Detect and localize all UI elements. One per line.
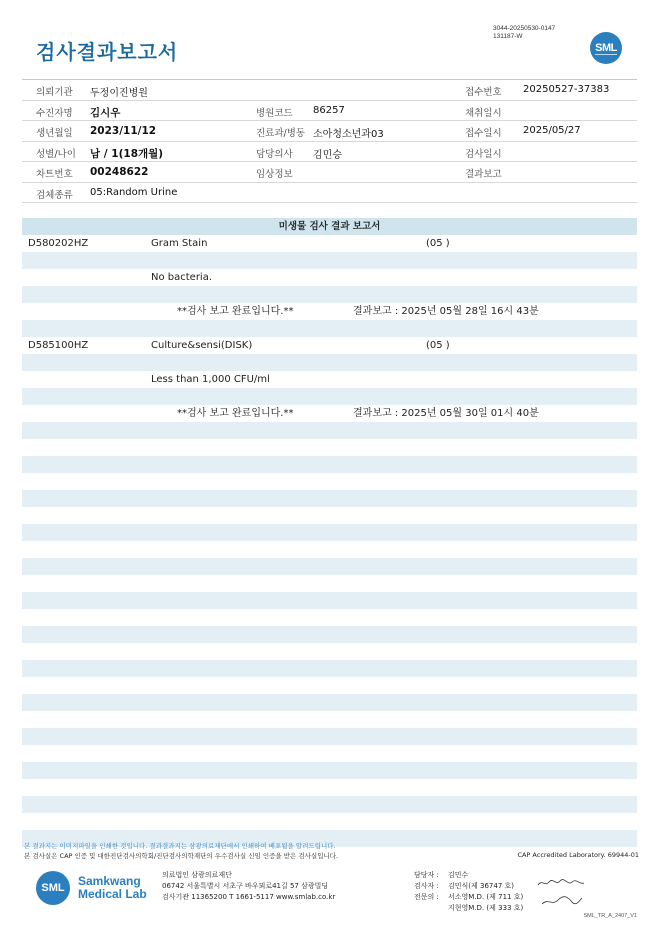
- report-line: [22, 558, 637, 575]
- report-title: 미생물 검사 결과 보고서: [22, 218, 637, 235]
- test-result: Less than 1,000 CFU/ml: [151, 374, 270, 385]
- staff-row: 전문의 : 서소영M.D. (제 711 호): [414, 893, 524, 901]
- report-line: [22, 252, 637, 269]
- report-line: [22, 609, 637, 626]
- staff-list: [414, 870, 523, 914]
- field-label: 생년월일: [36, 128, 73, 139]
- specimen-number: (05 ): [426, 238, 450, 249]
- report-line: [22, 507, 637, 524]
- field-label: 채취일시: [465, 107, 502, 119]
- report-line: [22, 728, 637, 745]
- field-label: 접수번호: [465, 87, 502, 98]
- staff-row: 지현영M.D. (제 333 호): [448, 904, 524, 912]
- field-value: 00248622: [90, 166, 149, 178]
- report-line: [22, 813, 637, 830]
- field-label: 검체종류: [36, 189, 73, 201]
- report-line: [22, 371, 637, 388]
- report-line: [22, 762, 637, 779]
- report-line: [22, 745, 637, 762]
- micro-report: [22, 218, 637, 847]
- cap-accreditation: CAP Accredited Laboratory. 69944-01: [517, 851, 639, 859]
- report-line: [22, 354, 637, 371]
- report-line: [22, 473, 637, 490]
- info-row: [22, 183, 637, 204]
- form-code: SML_TR_A_2407_V1: [583, 913, 637, 919]
- report-line: [22, 456, 637, 473]
- field-value: 남 / 1(18개월): [90, 147, 164, 160]
- page-title: 검사결과보고서: [36, 40, 179, 64]
- info-row: [22, 80, 637, 101]
- field-label: 병원코드: [256, 107, 293, 119]
- field-value: 05:Random Urine: [90, 186, 178, 198]
- report-line: [22, 439, 637, 456]
- staff-row: 검사자 : 김민식(제 36747 호): [414, 882, 514, 890]
- info-row: [22, 101, 637, 122]
- signature-icon: [540, 894, 584, 908]
- print-notice: 본 결과지는 이미지파일을 인쇄한 것입니다. 결과결과지는 삼광의료재단에서 인쇄하여 배포됨을 알려드립니다.: [24, 842, 336, 850]
- info-row: [22, 162, 637, 183]
- report-line: [22, 286, 637, 303]
- field-label: 접수일시: [465, 128, 502, 139]
- report-line: [22, 405, 637, 422]
- test-name: Gram Stain: [151, 238, 208, 249]
- report-line: [22, 235, 637, 252]
- sml-logo-icon: SML: [590, 32, 622, 64]
- report-complete-note: **검사 보고 완료입니다.**: [177, 408, 294, 419]
- report-line: [22, 694, 637, 711]
- test-result: No bacteria.: [151, 272, 213, 283]
- report-line: [22, 643, 637, 660]
- field-label: 결과보고: [465, 169, 502, 180]
- patient-info-table: [22, 79, 637, 203]
- sml-footer-logo-icon: SML: [36, 871, 70, 905]
- info-row: [22, 121, 637, 142]
- staff-row: 담당자 : 김민수: [414, 871, 469, 879]
- test-code: D580202HZ: [28, 238, 89, 249]
- specimen-number: (05 ): [426, 340, 450, 351]
- report-line: [22, 779, 637, 796]
- report-line: [22, 422, 637, 439]
- report-line: [22, 575, 637, 592]
- report-line: [22, 626, 637, 643]
- field-label: 차트번호: [36, 169, 73, 180]
- report-line: [22, 677, 637, 694]
- report-line: [22, 269, 637, 286]
- report-lines: [22, 235, 637, 847]
- report-line: [22, 490, 637, 507]
- test-name: Culture&sensi(DISK): [151, 340, 253, 351]
- report-line: [22, 541, 637, 558]
- accreditation-notice: 본 검사실은 CAP 인증 및 대한진단검사의학회/진단검사의학재단의 우수검사실 신임 인증을 받은 검사실입니다.: [24, 852, 339, 860]
- document-code: 3044-20250530-0147 131187-W: [493, 25, 556, 40]
- field-value: 2023/11/12: [90, 125, 157, 137]
- report-line: [22, 660, 637, 677]
- field-label: 검사일시: [465, 148, 502, 160]
- field-label: 수진자명: [36, 107, 73, 119]
- brand-name: Samkwang Medical Lab: [78, 874, 147, 901]
- report-line: [22, 303, 637, 320]
- report-line: [22, 320, 637, 337]
- report-line: [22, 711, 637, 728]
- report-line: [22, 592, 637, 609]
- report-line: [22, 388, 637, 405]
- field-label: 담당의사: [256, 148, 293, 160]
- field-value: 소아청소년과03: [313, 129, 384, 140]
- field-label: 임상정보: [256, 169, 293, 180]
- field-value: 2025/05/27: [523, 125, 581, 136]
- report-complete-note: **검사 보고 완료입니다.**: [177, 306, 294, 317]
- field-label: 진료과/병동: [256, 128, 306, 139]
- field-label: 성별/나이: [36, 148, 76, 160]
- report-time: 결과보고 : 2025년 05월 30일 01시 40분: [353, 408, 539, 419]
- report-time: 결과보고 : 2025년 05월 28일 16시 43분: [353, 306, 539, 317]
- field-value: 김시우: [90, 106, 121, 119]
- report-line: [22, 337, 637, 354]
- info-row: [22, 142, 637, 163]
- report-line: [22, 796, 637, 813]
- field-value: 김민승: [313, 149, 342, 161]
- test-code: D585100HZ: [28, 340, 89, 351]
- signature-icon: [536, 878, 586, 888]
- field-value: 20250527-37383: [523, 84, 610, 95]
- report-line: [22, 524, 637, 541]
- field-value: 86257: [313, 104, 345, 116]
- field-label: 의뢰기관: [36, 87, 73, 98]
- organization-info: 의료법인 삼광의료재단 06742 서울특별시 서초구 바우뫼로41길 57 삼광빌딩 검사기관 11365200 T 1661-5117 www.smlab.co.kr: [162, 871, 336, 901]
- field-value: 두정이진병원: [90, 88, 148, 99]
